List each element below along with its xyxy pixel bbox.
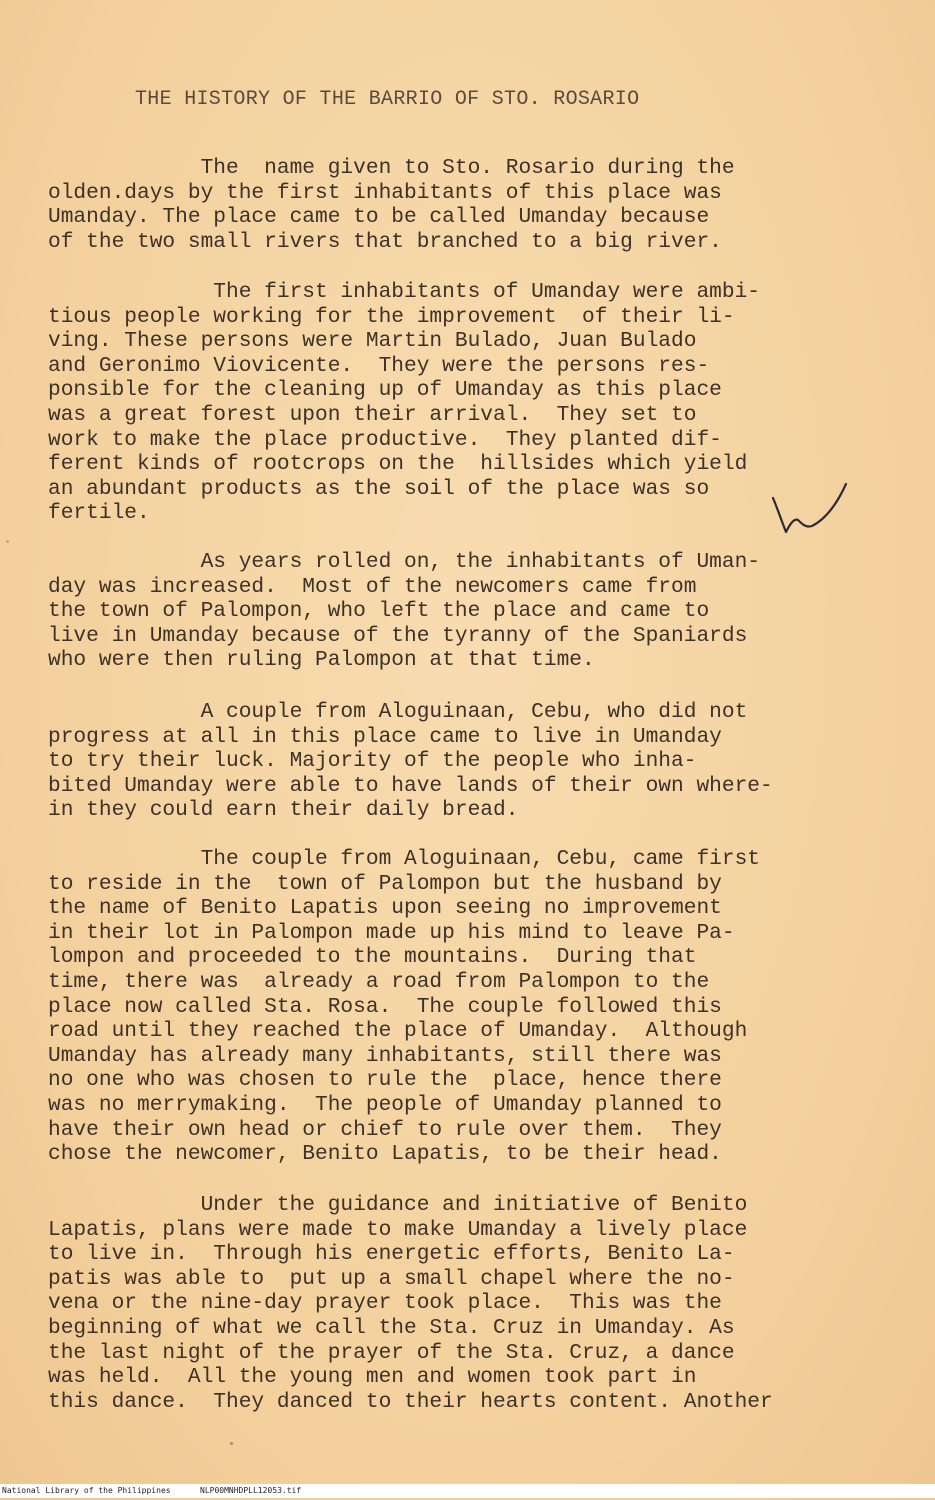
text-line: was held. All the young men and women took part in (48, 1365, 697, 1390)
text-line: vena or the nine-day prayer took place. This was the (48, 1291, 722, 1316)
text-line: was a great forest upon their arrival. They set to (48, 402, 697, 427)
paragraph-5 (48, 847, 918, 1167)
text-line: Lapatis, plans were made to make Umanday a lively place (48, 1217, 748, 1242)
footer-library-name: National Library of the Philippines (2, 1486, 171, 1495)
text-line: day was increased. Most of the newcomers came from (48, 574, 697, 599)
text-line: time, there was already a road from Palompon to the (48, 969, 710, 994)
text-line: to try their luck. Majority of the people who inha- (48, 749, 697, 774)
text-line: ving. These persons were Martin Bulado, Juan Bulado (48, 329, 697, 354)
text-line: was no merrymaking. The people of Umanday planned to (48, 1092, 722, 1117)
text-line: to live in. Through his energetic efforts, Benito La- (48, 1242, 735, 1267)
text-line: no one who was chosen to rule the place, hence there (48, 1068, 722, 1093)
text-line: live in Umanday because of the tyranny of the Spaniards (48, 623, 748, 648)
paper-speck (6, 540, 9, 543)
text-line: the town of Palompon, who left the place and came to (48, 599, 710, 624)
text-line: and Geronimo Viovicente. They were the persons res- (48, 353, 710, 378)
text-line: bited Umanday were able to have lands of their own where- (48, 773, 773, 798)
text-line: this dance. They danced to their hearts content. Another (48, 1389, 773, 1414)
text-line: tious people working for the improvement of their li- (48, 304, 735, 329)
text-line: As years rolled on, the inhabitants of Uman- (48, 550, 761, 574)
text-line: patis was able to put up a small chapel where the no- (48, 1266, 735, 1291)
paragraph-6 (48, 1193, 918, 1414)
handwritten-check-mark (770, 480, 850, 540)
text-line: lompon and proceeded to the mountains. During that (48, 945, 697, 970)
text-line: work to make the place productive. They planted dif- (48, 427, 722, 452)
text-line: The first inhabitants of Umanday were ambi- (48, 280, 761, 304)
document-title: THE HISTORY OF THE BARRIO OF STO. ROSARIO (135, 88, 640, 111)
text-line: A couple from Aloguinaan, Cebu, who did not (48, 700, 748, 724)
text-line: ferent kinds of rootcrops on the hillsides which yield (48, 452, 748, 477)
paper-speck (230, 1442, 233, 1445)
text-line: Umanday has already many inhabitants, still there was (48, 1043, 722, 1068)
scan-footer (0, 1484, 935, 1498)
text-line: have their own head or chief to rule over them. They (48, 1117, 722, 1142)
text-line: beginning of what we call the Sta. Cruz in Umanday. As (48, 1315, 735, 1340)
text-line: to reside in the town of Palompon but the husband by (48, 871, 722, 896)
text-line: progress at all in this place came to live in Umanday (48, 724, 722, 749)
paragraph-1 (48, 156, 918, 254)
text-line: of the two small rivers that branched to a big river. (48, 229, 722, 254)
text-line: who were then ruling Palompon at that time. (48, 648, 595, 673)
text-line: in they could earn their daily bread. (48, 798, 519, 823)
text-line: the name of Benito Lapatis upon seeing no improvement (48, 896, 722, 921)
paragraph-4 (48, 700, 918, 823)
text-line: The name given to Sto. Rosario during the (48, 156, 735, 180)
text-line: Under the guidance and initiative of Benito (48, 1193, 748, 1217)
text-line: the last night of the prayer of the Sta. Cruz, a dance (48, 1340, 735, 1365)
text-line: place now called Sta. Rosa. The couple followed this (48, 994, 722, 1019)
text-line: Umanday. The place came to be called Umanday because (48, 205, 710, 230)
text-line: chose the newcomer, Benito Lapatis, to be their head. (48, 1142, 722, 1167)
footer-filename: NLP00MNHDPLL12053.tif (200, 1486, 302, 1495)
text-line: in their lot in Palompon made up his mind to leave Pa- (48, 920, 735, 945)
text-line: fertile. (48, 501, 150, 526)
paragraph-3 (48, 550, 918, 673)
text-line: The couple from Aloguinaan, Cebu, came first (48, 847, 761, 871)
text-line: an abundant products as the soil of the place was so (48, 476, 710, 501)
text-line: olden.days by the first inhabitants of this place was (48, 180, 722, 205)
text-line: ponsible for the cleaning up of Umanday as this place (48, 378, 722, 403)
text-line: road until they reached the place of Umanday. Although (48, 1019, 748, 1044)
